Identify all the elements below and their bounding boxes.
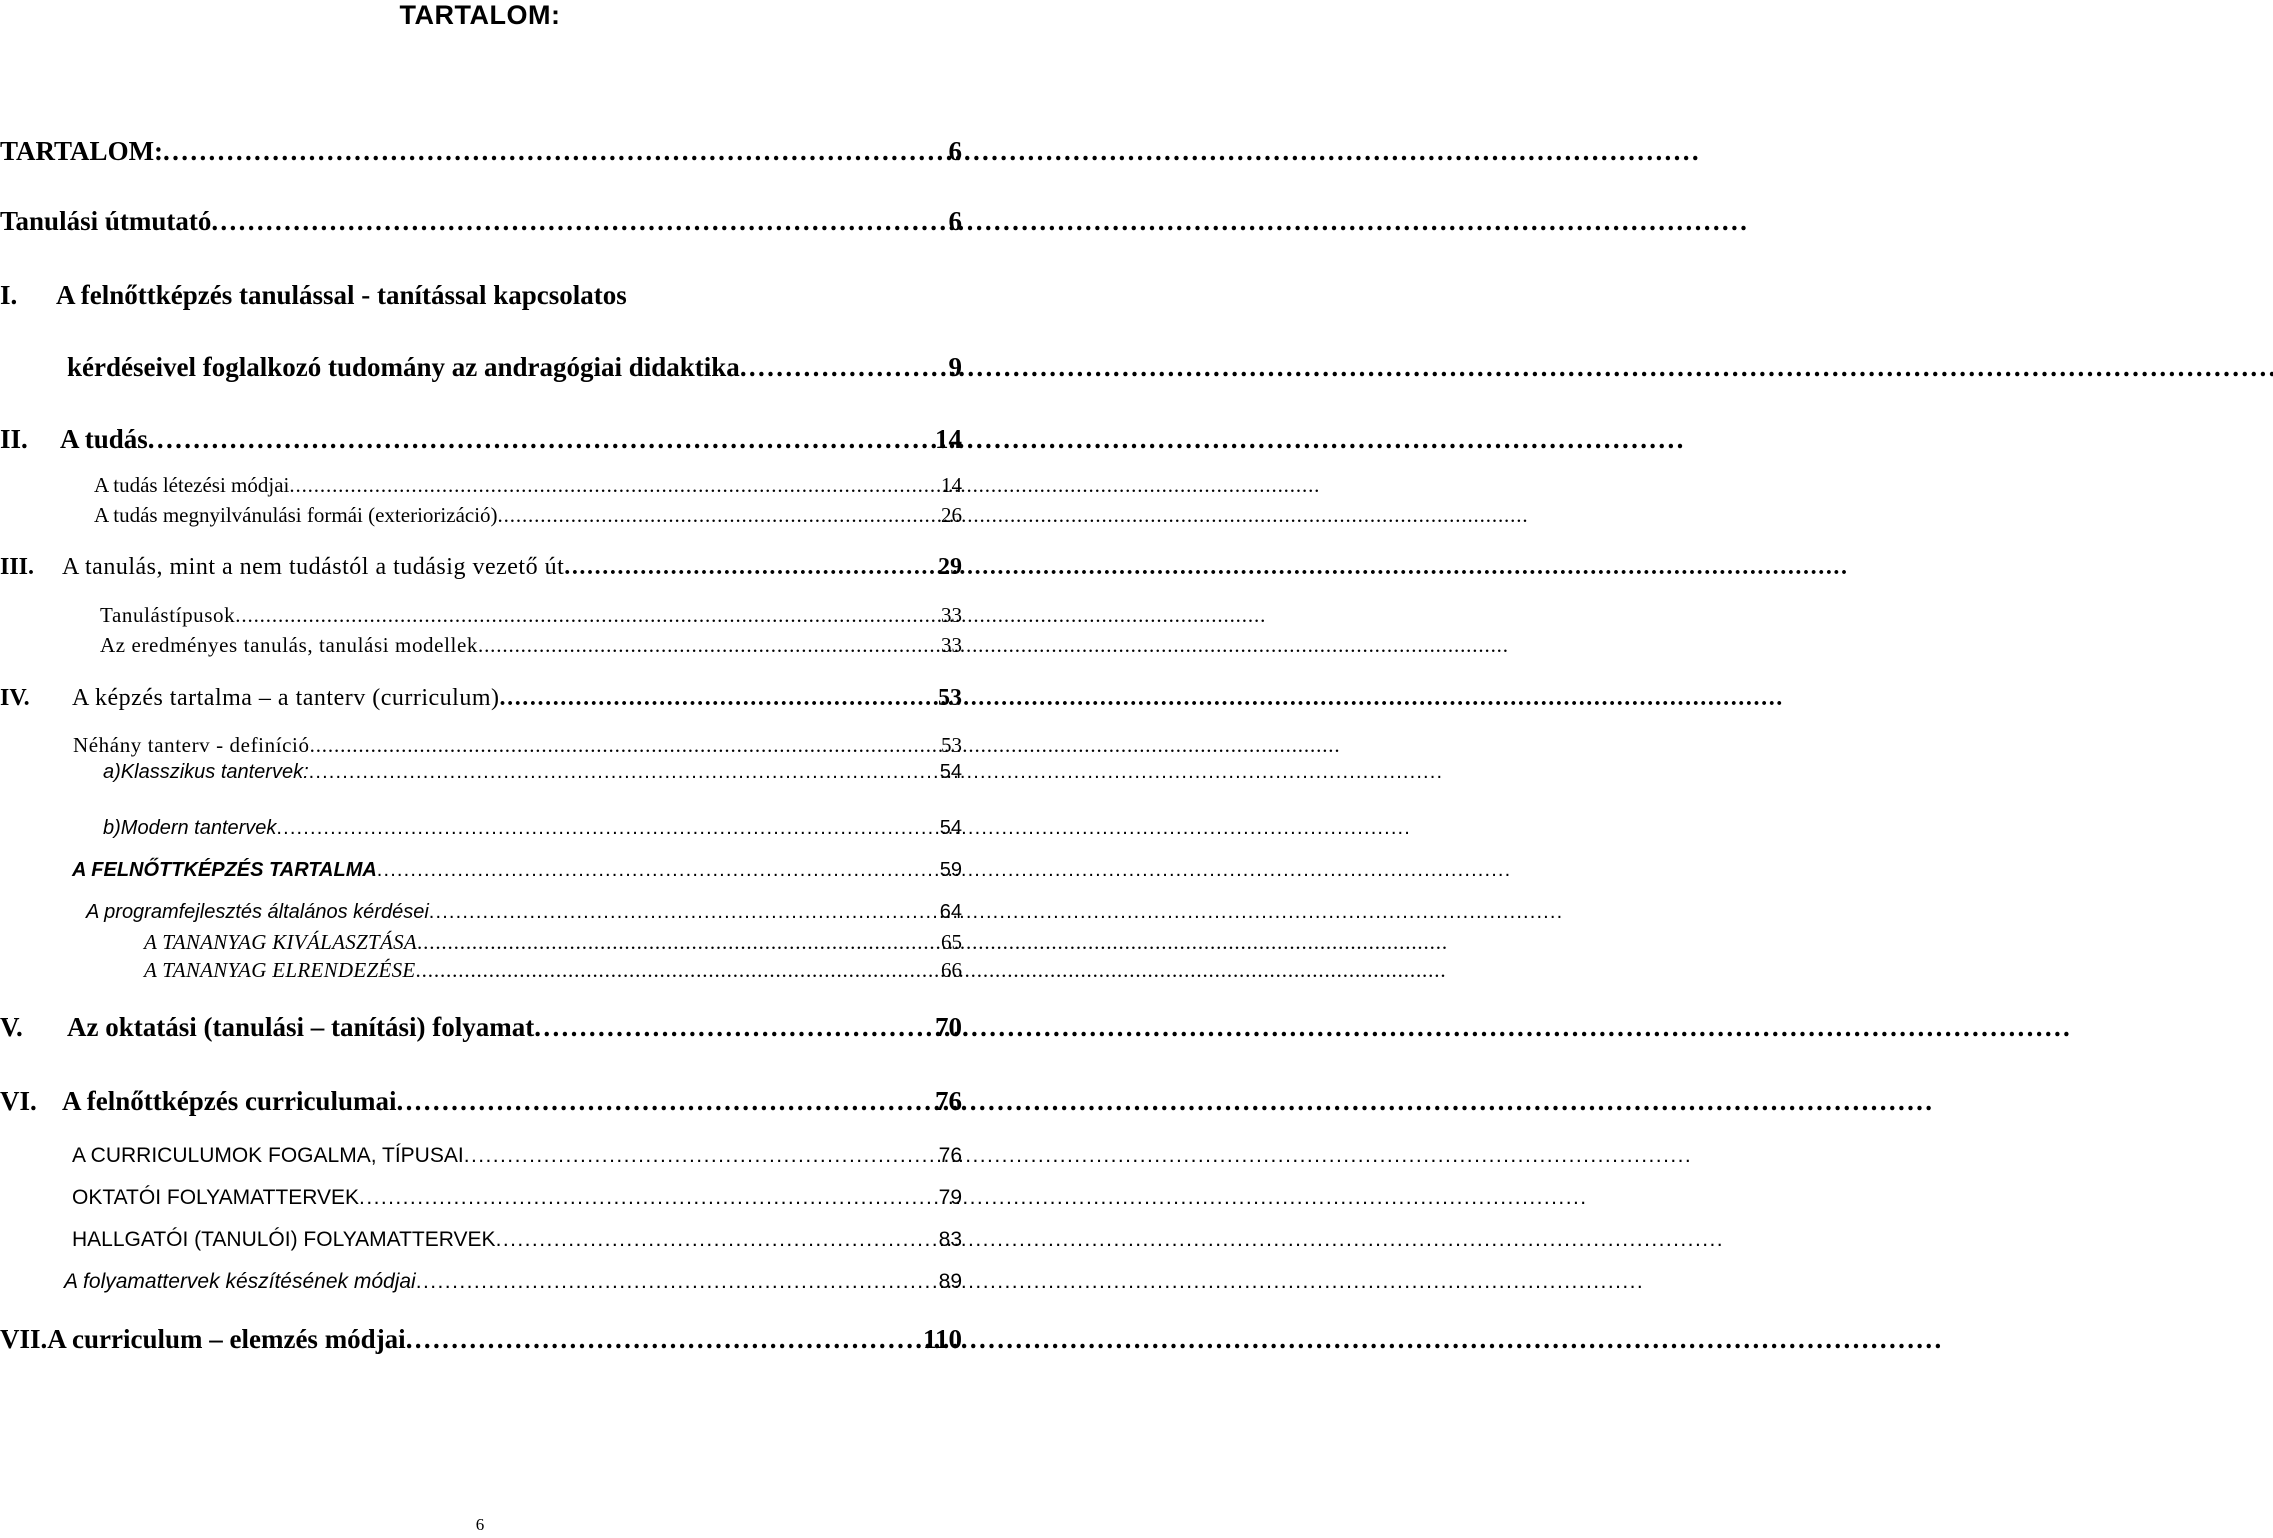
toc-subentry[interactable] bbox=[103, 761, 962, 789]
toc-leader-dots bbox=[276, 817, 939, 840]
toc-leader-dots bbox=[309, 761, 940, 784]
toc-leader-dots bbox=[310, 733, 941, 758]
page-title: TARTALOM: bbox=[399, 0, 561, 30]
toc-subentry[interactable] bbox=[72, 1144, 962, 1174]
toc-page-number: 33 bbox=[941, 603, 962, 627]
toc-entry-text: b)Modern tantervek bbox=[103, 817, 277, 839]
toc-entry-text: A képzés tartalma – a tanterv (curriculum) bbox=[72, 685, 500, 711]
toc-page-number: 9 bbox=[948, 352, 962, 382]
toc-chapter-number: VII. bbox=[0, 1324, 48, 1354]
toc-subentry[interactable] bbox=[94, 473, 962, 501]
toc-leader-dots bbox=[148, 424, 935, 455]
toc-leader-dots bbox=[377, 859, 940, 882]
toc-chapter-2[interactable] bbox=[0, 424, 962, 460]
toc-entry-text: A TANANYAG KIVÁLASZTÁSA bbox=[144, 930, 418, 954]
page-number-footer: 6 bbox=[475, 1515, 485, 1534]
toc-page-number: 70 bbox=[935, 1012, 962, 1042]
toc-chapter-4[interactable] bbox=[0, 685, 962, 719]
toc-entry-text: A felnőttképzés curriculumai bbox=[62, 1086, 397, 1116]
toc-leader-dots bbox=[464, 1144, 939, 1168]
toc-chapter-number: VI. bbox=[0, 1086, 37, 1116]
toc-page-number: 54 bbox=[939, 761, 962, 783]
toc-chapter-number: I. bbox=[0, 280, 18, 310]
toc-entry-text: OKTATÓI FOLYAMATTERVEK bbox=[72, 1186, 360, 1209]
toc-entry-text: a)Klasszikus tantervek: bbox=[103, 761, 309, 783]
toc-subentry[interactable] bbox=[72, 859, 962, 887]
toc-entry-text: Tanulási útmutató bbox=[0, 206, 212, 236]
toc-page-number: 66 bbox=[941, 958, 962, 982]
toc-page-number: 26 bbox=[941, 503, 962, 527]
toc-chapter-5[interactable] bbox=[0, 1012, 962, 1048]
toc-entry-text: A tudás megnyilvánulási formái (exteriorizáció) bbox=[94, 503, 498, 527]
toc-chapter-1-continued[interactable] bbox=[67, 352, 962, 388]
toc-page-number: 83 bbox=[938, 1228, 962, 1251]
toc-entry-text: A CURRICULUMOK FOGALMA, TÍPUSAI bbox=[72, 1144, 464, 1167]
toc-entry-text: Az eredményes tanulás, tanulási modellek bbox=[100, 633, 478, 657]
toc-page-number: 59 bbox=[939, 859, 962, 881]
toc-entry-text: Néhány tanterv - definíció bbox=[73, 733, 310, 757]
toc-page-number: 79 bbox=[938, 1186, 962, 1209]
toc-leader-dots bbox=[359, 1186, 939, 1210]
toc-leader-dots bbox=[406, 1324, 923, 1355]
toc-leader-dots bbox=[163, 136, 948, 167]
toc-chapter-number: IV. bbox=[0, 685, 30, 711]
toc-leader-dots bbox=[416, 958, 941, 983]
toc-entry-text: A TANANYAG ELRENDEZÉSE bbox=[144, 958, 416, 982]
toc-subentry[interactable] bbox=[72, 1186, 962, 1216]
toc-subentry[interactable] bbox=[103, 817, 962, 845]
toc-subentry[interactable] bbox=[73, 733, 962, 761]
toc-page-number: 29 bbox=[938, 554, 962, 580]
toc-entry-text: A felnőttképzés tanulással - tanítással kapcsolatos bbox=[56, 280, 627, 310]
toc-leader-dots bbox=[498, 503, 941, 528]
toc-entry-text: kérdéseivel foglalkozó tudomány az andragógiai didaktika bbox=[67, 352, 740, 382]
toc-page-number: 65 bbox=[941, 930, 962, 954]
toc-leader-dots bbox=[478, 633, 941, 658]
toc-entry-text: Az oktatási (tanulási – tanítási) folyamat bbox=[67, 1012, 535, 1042]
toc-leader-dots bbox=[417, 930, 941, 955]
toc-subentry[interactable] bbox=[72, 1228, 962, 1258]
toc-leader-dots bbox=[496, 1228, 939, 1252]
toc-leader-dots bbox=[429, 901, 940, 924]
toc-entry-text: A curriculum – elemzés módjai bbox=[47, 1324, 406, 1354]
toc-subentry[interactable] bbox=[100, 633, 962, 661]
toc-page-number: 76 bbox=[935, 1086, 962, 1116]
toc-entry-text: A FELNŐTTKÉPZÉS TARTALMA bbox=[72, 859, 377, 881]
toc-chapter-number: V. bbox=[0, 1012, 23, 1042]
toc-entry-text: A programfejlesztés általános kérdései bbox=[86, 901, 429, 923]
toc-page-number: 64 bbox=[939, 901, 962, 923]
toc-leader-dots bbox=[500, 685, 939, 712]
toc-entry-text: TARTALOM: bbox=[0, 136, 164, 166]
toc-leader-dots bbox=[416, 1270, 939, 1294]
toc-chapter-number: III. bbox=[0, 554, 35, 580]
toc-leader-dots bbox=[564, 554, 938, 581]
toc-entry-text: A tudás létezési módjai bbox=[94, 473, 290, 497]
toc-page-number: 53 bbox=[941, 733, 962, 757]
toc-entry-text: HALLGATÓI (TANULÓI) FOLYAMATTERVEK bbox=[72, 1228, 496, 1251]
toc-page-number: 6 bbox=[948, 206, 962, 236]
toc-page-number: 6 bbox=[948, 136, 962, 166]
toc-chapter-1[interactable] bbox=[0, 280, 962, 316]
toc-subentry[interactable] bbox=[64, 1270, 962, 1300]
toc-leader-dots bbox=[740, 352, 949, 383]
toc-leader-dots bbox=[396, 1086, 935, 1117]
toc-page-number: 14 bbox=[941, 473, 962, 497]
toc-page-number: 76 bbox=[938, 1144, 962, 1167]
toc-page-number: 110 bbox=[922, 1324, 962, 1354]
toc-leader-dots bbox=[534, 1012, 935, 1043]
toc-chapter-3[interactable] bbox=[0, 554, 962, 588]
toc-page-number: 33 bbox=[941, 633, 962, 657]
toc-entry-text: A folyamattervek készítésének módjai bbox=[64, 1270, 416, 1293]
toc-leader-dots bbox=[289, 473, 941, 498]
toc-subentry[interactable] bbox=[94, 503, 962, 531]
toc-entry-text: A tudás bbox=[60, 424, 148, 454]
toc-page-number: 14 bbox=[935, 424, 962, 454]
toc-entry-text: Tanulástípusok bbox=[100, 603, 236, 627]
toc-leader-dots bbox=[235, 603, 941, 628]
toc-chapter-number: II. bbox=[0, 424, 28, 454]
toc-page-number: 54 bbox=[939, 817, 962, 839]
toc-entry-text: A tanulás, mint a nem tudástól a tudásig vezető út bbox=[62, 554, 565, 580]
toc-chapter-7[interactable] bbox=[0, 1324, 962, 1360]
toc-subentry[interactable] bbox=[144, 958, 962, 986]
toc-subentry[interactable] bbox=[100, 603, 962, 631]
toc-subentry[interactable] bbox=[144, 930, 962, 958]
toc-leader-dots bbox=[211, 206, 948, 237]
toc-chapter-6[interactable] bbox=[0, 1086, 962, 1122]
toc-entry-tanulasi-utmutato[interactable] bbox=[0, 206, 962, 242]
toc-page-number: 53 bbox=[938, 685, 962, 711]
toc-subentry[interactable] bbox=[86, 901, 962, 929]
toc-entry-tartalom[interactable] bbox=[0, 136, 962, 172]
toc-page-number: 89 bbox=[938, 1270, 962, 1293]
